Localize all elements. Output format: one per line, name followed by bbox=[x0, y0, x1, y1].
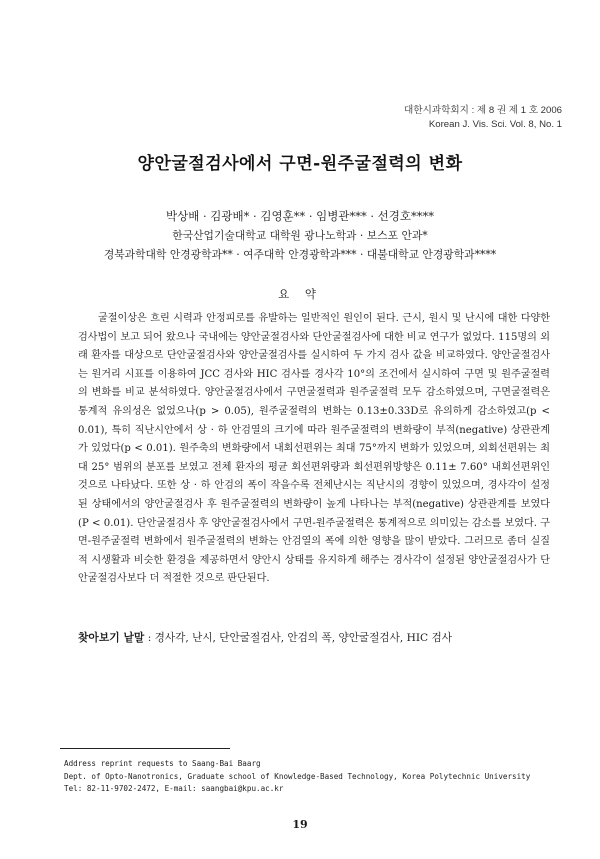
journal-citation bbox=[404, 104, 562, 132]
journal-citation-english: Korean J. Vis. Sci. Vol. 8, No. 1 bbox=[428, 119, 562, 130]
affiliation-line-2: 경북과학대학 안경광학과** · 여주대학 안경광학과*** · 대불대학교 안경광학과**** bbox=[103, 248, 497, 261]
keywords-label: 찾아보기 낱말 bbox=[78, 631, 145, 644]
abstract-body: 굴절이상은 흐린 시력과 안정피로를 유발하는 일반적인 원인이 된다. 근시, 원시 및 난시에 대한 다양한 검사법이 보고 되어 왔으나 국내에는 양안굴절검사와 단안굴절검사에 대한 비교 연구가 없었다. 115명의 외래 환자를 대상으로 단안굴절검사와 양안굴절검사를 실시하여 두 가지 검사 값을 비교하였다. 양안굴절검사는 원거리 시표를 이용하여 JCC 검사와 HIC 검사를 경사각 10°의 조건에서 실시하여 구면 및 원주굴절력의 변화를 비교 분석하였다. 양안굴절검사에서 구면굴절력과 원주굴절력 모두 감소하였으며, 구면굴절력은 통계적 유의성은 없었으나(p > 0.05), 원주굴절력의 변화는 0.13±0.33D로 유의하게 감소하였고(p < 0.01), 특히 직난시안에서 상 · 하 안검열의 크기에 따라 원주굴절력의 변화량이 부적(negative) 상관관계가 있었다(p < 0.01). 원주축의 변화량에서 내회선편위는 최대 75°까지 변화가 있었으며, 외회선편위는 최대 25° 범위의 분포를 보였고 전체 환자의 평균 회선편위량과 회선편위방향은 0.11± 7.60° 내회선편위인 것으로 나타났다. 또한 상 · 하 안검의 폭이 작을수록 전체난시는 직난시의 경향이 있었으며, 경사각이 설정된 상태에서의 양안굴절검사 후 원주굴절력의 변화량이 높게 나타나는 부적(negative) 상관관계를 보였다(P < 0.01). 단안굴절검사 후 양안굴절검사에서 구면-원주굴절력은 통계적으로 의미있는 감소를 보였다. 구면-원주굴절력 변화에서 원주굴절력의 변화는 안검열의 폭에 의한 영향을 많이 받았다. 그러므로 좀더 실질적 시생활과 비슷한 환경을 제공하면서 양안시 상태를 유지하게 해주는 경사각이 설정된 양안굴절검사가 단안굴절검사보다 더 적절한 것으로 판단된다. bbox=[78, 313, 550, 585]
keywords-text: 경사각, 난시, 단안굴절검사, 안검의 폭, 양안굴절검사, HIC 검사 bbox=[154, 632, 452, 644]
correspondence-footnote bbox=[64, 758, 560, 796]
footnote-divider bbox=[60, 748, 230, 749]
page-number: 19 bbox=[292, 818, 308, 831]
paper-title: 양안굴절검사에서 구면-원주굴절력의 변화 bbox=[137, 154, 463, 174]
footnote-line-1: Address reprint requests to Saang-Bai Baarg bbox=[64, 759, 261, 768]
affiliation-line-1: 한국산업기술대학교 대학원 광나노학과 · 보스포 안과* bbox=[172, 229, 428, 242]
footnote-line-3: Tel: 82-11-9702-2472, E-mail: saangbai@kpu.ac.kr bbox=[64, 784, 284, 794]
keywords-separator: : bbox=[144, 632, 155, 644]
abstract-heading: 요 약 bbox=[278, 287, 322, 301]
journal-citation-korean: 대한시과학회지 : 제 8 권 제 1 호 2006 bbox=[404, 105, 562, 116]
keywords bbox=[78, 630, 550, 645]
author-list: 박상배 · 김광배* · 김영훈** · 임병관*** · 선경호**** bbox=[166, 209, 434, 223]
footnote-line-2: Dept. of Opto-Nanotronics, Graduate school of Knowledge-Based Technology, Korea Polytechnic University bbox=[64, 771, 531, 781]
